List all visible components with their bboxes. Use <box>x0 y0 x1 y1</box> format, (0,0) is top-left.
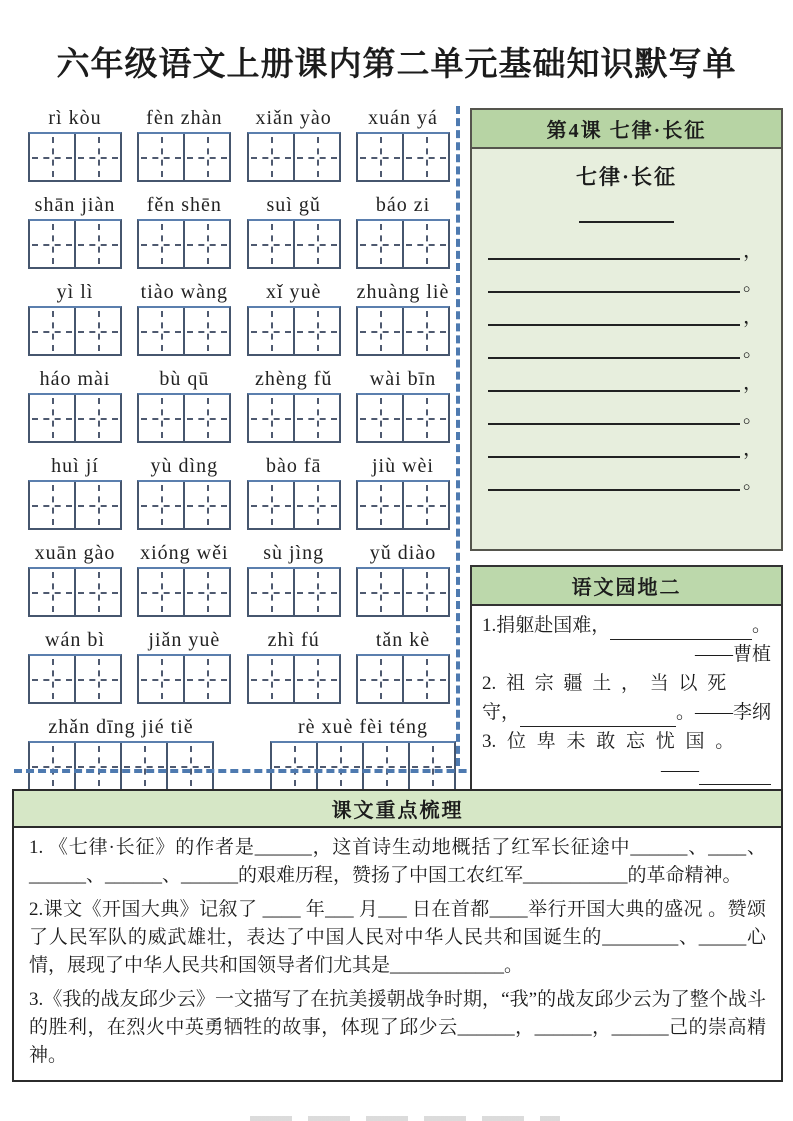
dictation-word <box>28 713 214 791</box>
writing-grid <box>137 480 231 530</box>
garden-panel-body <box>472 606 781 795</box>
grid-cell <box>402 656 448 702</box>
writing-grid <box>137 219 231 269</box>
dictation-word <box>137 365 231 443</box>
grid-cell <box>139 134 183 180</box>
grid-cell <box>249 134 293 180</box>
writing-grid <box>356 393 450 443</box>
grid-cell <box>30 134 74 180</box>
poem-blank-line <box>488 225 740 260</box>
garden-item-3-attribution <box>482 756 771 785</box>
poem-blank-line <box>488 324 740 359</box>
poem-blank-line <box>488 423 740 458</box>
pinyin-label: shān jiàn <box>34 194 116 216</box>
grid-cell <box>293 308 339 354</box>
grid-cell <box>139 308 183 354</box>
grid-cell <box>402 395 448 441</box>
pinyin-label: zhǎn dīng jié tiě <box>48 716 194 738</box>
pinyin-label: rì kòu <box>48 107 102 129</box>
grid-cell <box>30 308 74 354</box>
pinyin-row <box>28 539 450 617</box>
grid-cell <box>402 308 448 354</box>
garden-item-text: 。 <box>751 615 771 636</box>
pinyin-label: jiǎn yuè <box>148 629 221 651</box>
garden-item-text: 。 <box>675 702 695 723</box>
poem-line <box>488 359 765 392</box>
pinyin-label: rè xuè fèi téng <box>298 716 428 738</box>
pinyin-label: jiù wèi <box>371 455 434 477</box>
grid-cell <box>74 569 120 615</box>
grid-cell <box>358 221 402 267</box>
poem-line <box>488 458 765 491</box>
grid-cell <box>402 482 448 528</box>
writing-grid <box>247 132 341 182</box>
grid-cell <box>74 656 120 702</box>
grid-cell <box>30 482 74 528</box>
poem-punctuation: ， <box>743 306 763 328</box>
grid-cell <box>183 656 229 702</box>
poem-line <box>488 326 765 359</box>
pinyin-row <box>28 191 450 269</box>
grid-cell <box>30 221 74 267</box>
garden-item-1 <box>482 611 771 640</box>
dictation-word <box>137 626 231 704</box>
grid-cell <box>139 482 183 528</box>
pinyin-label: fèn zhàn <box>146 107 223 129</box>
grid-cell <box>74 395 120 441</box>
grid-cell <box>293 221 339 267</box>
grid-cell <box>362 743 408 789</box>
grid-cell <box>358 395 402 441</box>
writing-grid <box>356 219 450 269</box>
dictation-word <box>356 626 450 704</box>
garden-item-2 <box>482 669 771 698</box>
grid-cell <box>249 482 293 528</box>
pinyin-label: bù qū <box>159 368 210 390</box>
lesson-panel-body <box>472 149 781 549</box>
grid-cell <box>402 569 448 615</box>
summary-panel-header: 课文重点梳理 <box>14 791 781 828</box>
dictation-word <box>247 539 341 617</box>
garden-item-3 <box>482 727 771 756</box>
garden-item-text: 3. 位 卑 未 敢 忘 忧 国 。 <box>482 731 735 752</box>
grid-cell <box>120 743 166 789</box>
pinyin-label: báo zi <box>375 194 431 216</box>
dictation-word <box>247 278 341 356</box>
writing-grid <box>137 393 231 443</box>
writing-grid <box>356 306 450 356</box>
pinyin-label: huì jí <box>51 455 99 477</box>
pinyin-row <box>28 104 450 182</box>
blank-line <box>610 617 752 640</box>
summary-paragraph: 3.《我的战友邱少云》一文描写了在抗美援朝战争时期，“我”的战友邱少云为了整个战斗的胜利，在烈火中英勇牺牲的故事，体现了邱少云______，______，______己的崇高精神。 <box>29 989 766 1066</box>
dictation-word <box>28 452 122 530</box>
grid-cell <box>249 656 293 702</box>
grid-cell <box>30 656 74 702</box>
poem-blank-line <box>488 291 740 326</box>
dictation-word <box>28 365 122 443</box>
column-divider <box>456 106 460 766</box>
poem-author-blank <box>579 201 674 223</box>
grid-cell <box>30 569 74 615</box>
page-title: 六年级语文上册课内第二单元基础知识默写单 <box>56 47 737 83</box>
pinyin-label: yǔ diào <box>369 542 437 564</box>
dictation-word <box>137 191 231 269</box>
grid-cell <box>293 656 339 702</box>
writing-grid <box>28 654 122 704</box>
pinyin-row <box>28 452 450 530</box>
writing-grid <box>137 567 231 617</box>
pinyin-label: háo mài <box>39 368 111 390</box>
writing-grid <box>28 741 214 791</box>
dictation-word <box>356 539 450 617</box>
summary-panel <box>12 789 783 1082</box>
poem-line <box>488 260 765 293</box>
grid-cell <box>358 482 402 528</box>
dictation-word <box>137 104 231 182</box>
grid-cell <box>358 308 402 354</box>
dictation-word <box>247 365 341 443</box>
pinyin-row <box>28 365 450 443</box>
grid-cell <box>74 308 120 354</box>
poem-blank-line <box>488 258 740 293</box>
garden-item-text: 1.捐躯赴国难， <box>482 615 611 636</box>
grid-cell <box>249 395 293 441</box>
poem-punctuation: ， <box>743 240 763 262</box>
grid-cell <box>183 308 229 354</box>
grid-cell <box>249 221 293 267</box>
grid-cell <box>30 743 74 789</box>
writing-grid <box>28 132 122 182</box>
pinyin-label: zhuàng liè <box>356 281 450 303</box>
grid-cell <box>183 482 229 528</box>
grid-cell <box>249 308 293 354</box>
dictation-word <box>356 104 450 182</box>
dictation-word <box>28 278 122 356</box>
writing-grid <box>270 741 456 791</box>
pinyin-row <box>28 713 450 791</box>
dictation-word <box>356 278 450 356</box>
grid-cell <box>30 395 74 441</box>
dictation-word <box>28 626 122 704</box>
pinyin-label: xǐ yuè <box>265 281 322 303</box>
poem-punctuation: ， <box>743 438 763 460</box>
writing-grid <box>356 654 450 704</box>
poem-title: 七律·长征 <box>575 165 677 189</box>
dictation-word <box>356 452 450 530</box>
poem-line <box>488 293 765 326</box>
grid-cell <box>402 134 448 180</box>
pinyin-label: zhèng fǔ <box>254 368 333 390</box>
garden-item-text: 2. 祖 宗 疆 土 ， 当 以 死 <box>482 673 727 694</box>
dictation-word <box>356 365 450 443</box>
grid-cell <box>249 569 293 615</box>
pinyin-row <box>28 626 450 704</box>
pinyin-row <box>28 278 450 356</box>
writing-grid <box>247 393 341 443</box>
pinyin-label: yù dìng <box>150 455 219 477</box>
grid-cell <box>74 482 120 528</box>
grid-cell <box>139 395 183 441</box>
writing-grid <box>28 219 122 269</box>
right-column <box>470 108 783 797</box>
attribution-text: ——曹植 <box>694 644 771 665</box>
grid-cell <box>293 569 339 615</box>
poem-line <box>488 227 765 260</box>
garden-item-2-continued <box>482 698 771 727</box>
writing-grid <box>137 654 231 704</box>
grid-cell <box>272 743 316 789</box>
garden-panel-header: 语文园地二 <box>472 567 781 606</box>
pinyin-label: zhì fú <box>267 629 320 651</box>
lesson-panel-header: 第4课 七律·长征 <box>472 110 781 149</box>
poem-punctuation: 。 <box>743 405 763 427</box>
dictation-word <box>356 191 450 269</box>
summary-panel-body <box>14 828 781 1080</box>
summary-paragraph: 2.课文《开国大典》记叙了 ____ 年___ 月___ 日在首都____举行开国大典的盛况 。赞颂了人民军队的威武雄壮，表达了中国人民对中华人民共和国诞生的________、_____心情，展现了中华人民共和国领导者们尤其是____________。 <box>29 899 766 976</box>
pinyin-label: xuān gào <box>34 542 116 564</box>
pinyin-label: xiǎn yào <box>255 107 332 129</box>
pinyin-label: bào fā <box>265 455 322 477</box>
grid-cell <box>166 743 212 789</box>
writing-grid <box>356 480 450 530</box>
poem-blank-line <box>488 390 740 425</box>
dictation-section <box>28 104 450 800</box>
pinyin-label: wài bīn <box>369 368 437 390</box>
pinyin-label: sù jìng <box>263 542 325 564</box>
grid-cell <box>408 743 454 789</box>
grid-cell <box>183 569 229 615</box>
grid-cell <box>402 221 448 267</box>
pinyin-label: xuán yá <box>368 107 438 129</box>
poem-punctuation: 。 <box>743 471 763 493</box>
dictation-word <box>137 278 231 356</box>
garden-item-text: 守， <box>482 702 521 723</box>
dictation-word <box>137 539 231 617</box>
pinyin-label: suì gǔ <box>266 194 321 216</box>
grid-cell <box>183 395 229 441</box>
grid-cell <box>358 134 402 180</box>
poem-punctuation: ， <box>743 372 763 394</box>
dictation-word <box>28 539 122 617</box>
poem-blank-line <box>488 357 740 392</box>
grid-cell <box>139 656 183 702</box>
poem-line <box>488 392 765 425</box>
blank-line <box>520 704 676 727</box>
writing-grid <box>247 567 341 617</box>
blank-line <box>699 762 771 785</box>
poem-line <box>488 425 765 458</box>
dictation-word <box>28 104 122 182</box>
attribution-text: ——李纲 <box>694 702 771 723</box>
writing-grid <box>356 567 450 617</box>
grid-cell <box>139 569 183 615</box>
grid-cell <box>358 656 402 702</box>
poem-punctuation: 。 <box>743 273 763 295</box>
dictation-word <box>137 452 231 530</box>
writing-grid <box>137 132 231 182</box>
writing-grid <box>247 480 341 530</box>
summary-paragraph: 1. 《七律·长征》的作者是______，这首诗生动地概括了红军长征途中______、____、______、______、______的艰难历程，赞扬了中国工农红军___________的革命精神。 <box>29 837 766 886</box>
writing-grid <box>28 393 122 443</box>
grid-cell <box>74 221 120 267</box>
writing-grid <box>247 306 341 356</box>
grid-cell <box>293 482 339 528</box>
writing-grid <box>137 306 231 356</box>
pinyin-label: xióng wěi <box>140 542 229 564</box>
dictation-word <box>247 452 341 530</box>
grid-cell <box>139 221 183 267</box>
pinyin-label: fěn shēn <box>146 194 222 216</box>
writing-grid <box>356 132 450 182</box>
pinyin-label: wán bì <box>45 629 105 651</box>
dictation-word <box>270 713 456 791</box>
dictation-word <box>28 191 122 269</box>
pinyin-label: tǎn kè <box>375 629 431 651</box>
poem-blank-line <box>488 456 740 491</box>
attribution-text: —— <box>661 760 699 781</box>
grid-cell <box>74 134 120 180</box>
dictation-word <box>247 104 341 182</box>
grid-cell <box>183 134 229 180</box>
garden-panel <box>470 565 783 797</box>
dictation-word <box>247 626 341 704</box>
grid-cell <box>183 221 229 267</box>
dictation-word <box>247 191 341 269</box>
writing-grid <box>28 567 122 617</box>
poem-punctuation: 。 <box>743 339 763 361</box>
pinyin-label: yì lì <box>56 281 94 303</box>
pinyin-label: tiào wàng <box>140 281 228 303</box>
grid-cell <box>316 743 362 789</box>
writing-grid <box>28 480 122 530</box>
writing-grid <box>247 219 341 269</box>
lesson-panel <box>470 108 783 551</box>
next-page-cutoff <box>250 1116 560 1121</box>
writing-grid <box>28 306 122 356</box>
grid-cell <box>74 743 120 789</box>
writing-grid <box>247 654 341 704</box>
grid-cell <box>293 134 339 180</box>
garden-item-1-attribution <box>482 640 771 669</box>
grid-cell <box>358 569 402 615</box>
grid-cell <box>293 395 339 441</box>
